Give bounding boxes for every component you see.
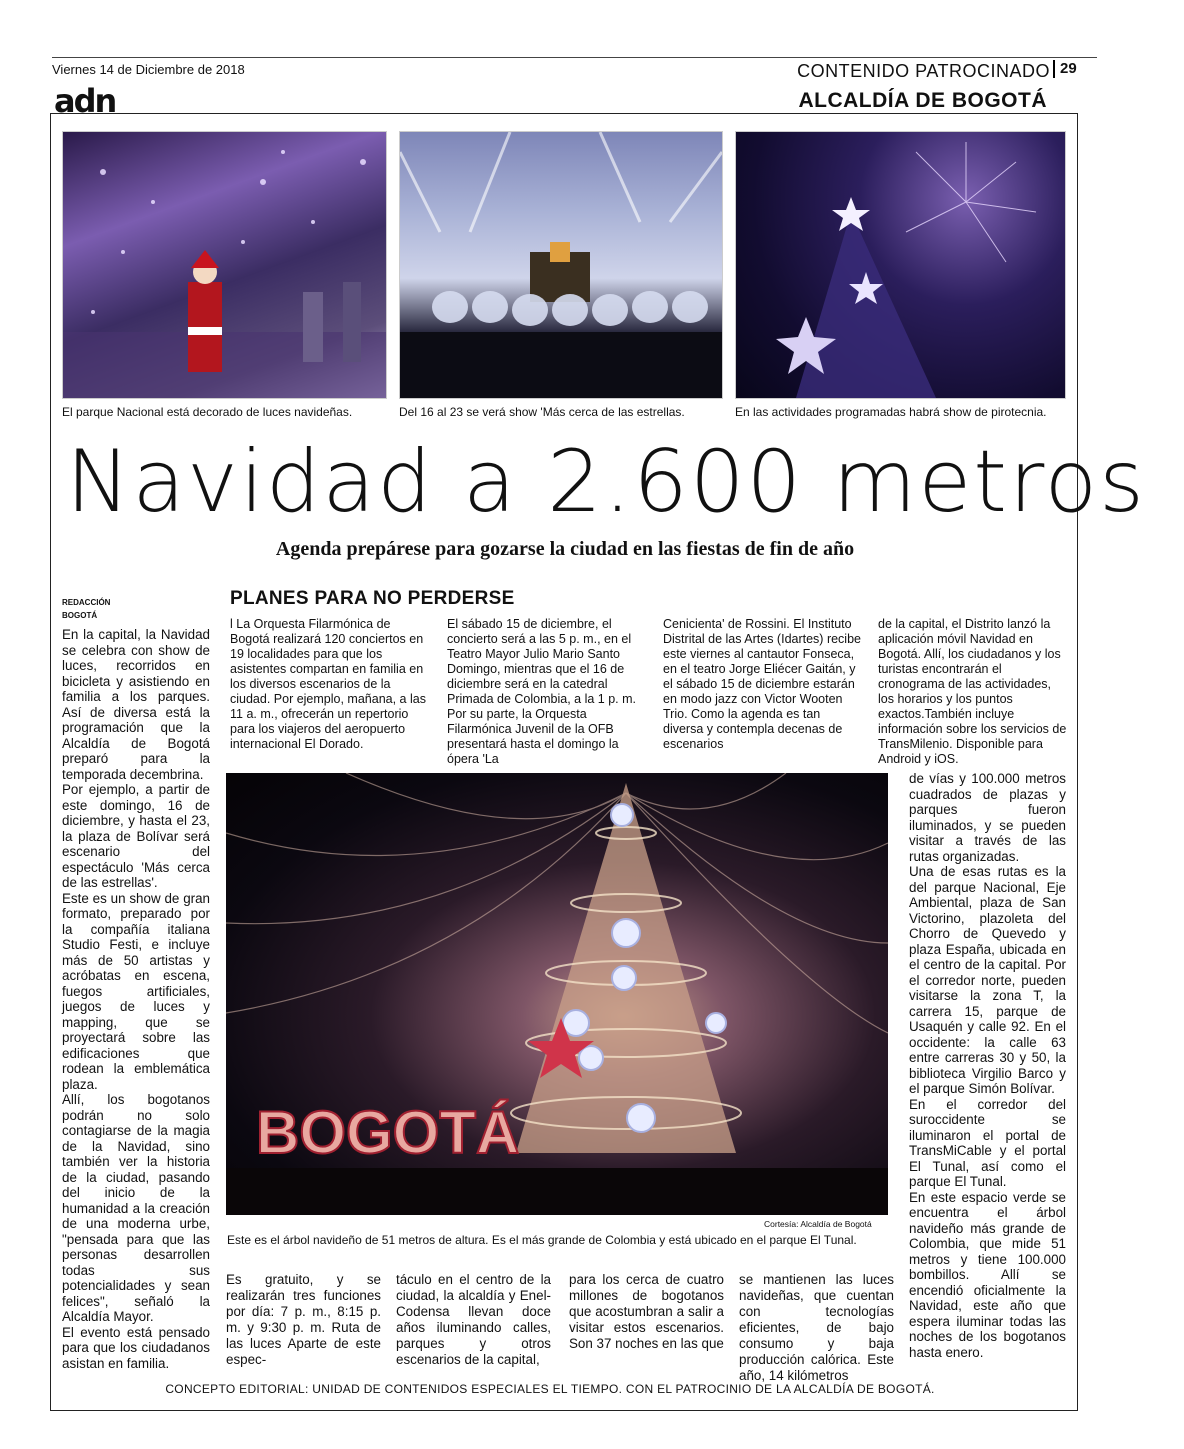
- bottom-column-1: Es gratuito, y se realizarán tres funciones por día: 7 p. m., 8:15 p. m. y 9:30 p. m. Ruta de las luces Aparte de este espec-: [226, 1272, 381, 1367]
- santa-scene-illustration: [63, 132, 386, 398]
- byline-author: REDACCIÓN: [62, 598, 111, 607]
- byline-location: BOGOTÁ: [62, 611, 98, 620]
- bottom-column-3: para los cerca de cuatro millones de bogotanos que acostumbran a salir a visitar estos escenarios. Son 37 noches en las que: [569, 1272, 724, 1351]
- planes-column-4: de la capital, el Distrito lanzó la aplicación móvil Navidad en Bogotá. Allí, los ciudadanos y los turistas encontrarán el cronograma de las actividades, los horarios y los puntos exactos.También incluye información sobre los servicios de TransMilenio. Disponible para Android y iOS.: [878, 617, 1067, 766]
- photo-caption-1: El parque Nacional está decorado de luces navideñas.: [62, 405, 353, 419]
- bottom-column-2: táculo en el centro de la ciudad, la alcaldía y Enel-Codensa llevan doce años iluminando calles, parques y otros escenarios de la capital,: [396, 1272, 551, 1367]
- light-show-illustration: [400, 132, 722, 398]
- bottom-column-4: se mantienen las luces navideñas, que cuentan con tecnologías eficientes, de bajo consumo y baja producción calórica. Este año, 14 kilómetros: [739, 1272, 894, 1383]
- paragraph: En la capital, la Navidad se celebra con show de luces, recorridos en bicicleta y asistiendo en familia a los parques. Así de diversa está la programación que la Alcaldía de Bogotá preparó para la temporada decembrina.: [62, 627, 210, 782]
- photo-parque-nacional: [62, 131, 387, 399]
- main-photo-caption: Este es el árbol navideño de 51 metros de altura. Es el más grande de Colombia y está ubicado en el parque El Tunal.: [227, 1233, 857, 1247]
- issue-date: Viernes 14 de Diciembre de 2018: [52, 62, 245, 77]
- planes-column-3: Cenicienta' de Rossini. El Instituto Distrital de las Artes (Idartes) recibe este viernes al cantautor Fonseca, en el teatro Jorge Eliécer Gaitán, y el sábado 15 de diciembre estarán en modo jazz con Victor Wooten Trio. Como la agenda es tan diversa y contempla decenas de escenarios: [663, 617, 861, 751]
- paragraph: Por ejemplo, a partir de este domingo, 16 de diciembre, y hasta el 23, la plaza de Bolívar será escenario del espectáculo 'Más cerca de las estrellas'.: [62, 782, 210, 890]
- paragraph: En el corredor del suroccidente se iluminaron el portal de TransMiCable y el portal El Tunal, así como el parque El Tunal.: [909, 1096, 1066, 1189]
- headline: Navidad a 2.600 metros: [66, 432, 1146, 532]
- byline: [62, 596, 110, 622]
- photo-show-estrellas: [399, 131, 723, 399]
- photo-arbol-tunal: [226, 773, 888, 1215]
- photo-caption-2: Del 16 al 23 se verá show 'Más cerca de las estrellas.: [399, 405, 685, 419]
- bogota-light-sign: BOGOTÁ: [256, 1099, 520, 1166]
- christmas-tree-illustration: [226, 773, 888, 1215]
- page-number: 29: [1060, 60, 1077, 77]
- fireworks-tree-illustration: [736, 132, 1065, 398]
- paragraph: En este espacio verde se encuentra el árbol navideño más grande de Colombia, que mide 51 metros y tiene 100.000 bombillos. Allí se encendió oficialmente la Navidad, este año que espera iluminar todas las noches de los bogotanos hasta enero.: [909, 1189, 1066, 1360]
- header-rule: [52, 57, 1097, 58]
- photo-caption-3: En las actividades programadas habrá show de pirotecnia.: [735, 405, 1047, 419]
- photo-credit: Cortesía: Alcaldía de Bogotá: [764, 1219, 872, 1229]
- left-column: [62, 627, 210, 1371]
- paragraph: El evento está pensado para que los ciudadanos asistan en familia.: [62, 1324, 210, 1371]
- paragraph: Este es un show de gran formato, preparado por la compañía italiana Studio Festi, e incluye más de 50 artistas y acróbatas en escena, fuegos artificiales, juegos de luces y mapping, que se proyectará sobre las edificaciones que rodean la emblemática plaza.: [62, 890, 210, 1092]
- right-column: [909, 771, 1066, 1360]
- page-number-divider: [1053, 60, 1055, 78]
- section-title: ALCALDÍA DE BOGOTÁ: [798, 89, 1047, 112]
- newspaper-logo: adn: [54, 82, 116, 120]
- subheadline: Agenda prepárese para gozarse la ciudad en las fiestas de fin de año: [275, 538, 855, 560]
- paragraph: Allí, los bogotanos podrán no solo contagiarse de la magia de la Navidad, sino también ver la historia de la ciudad, pasando del inicio de la humanidad a la creación de una moderna urbe, "pensada para que las personas desarrollen todas sus potencialidades y sean felices", señaló la Alcaldía Mayor.: [62, 1092, 210, 1324]
- planes-heading: PLANES PARA NO PERDERSE: [230, 588, 515, 609]
- paragraph: de vías y 100.000 metros cuadrados de plazas y parques fueron iluminados, y se pueden visitar a través de las rutas organizadas.: [909, 771, 1066, 864]
- planes-column-1: l La Orquesta Filarmónica de Bogotá realizará 120 conciertos en 19 localidades para que los asistentes compartan en familia en los diversos escenarios de la ciudad. Por ejemplo, mañana, a las 11 a. m., ofrecerán un repertorio para los viajeros del aeropuerto internacional El Dorado.: [230, 617, 426, 751]
- sponsored-label: CONTENIDO PATROCINADO: [797, 61, 1050, 81]
- editorial-footer: CONCEPTO EDITORIAL: UNIDAD DE CONTENIDOS ESPECIALES EL TIEMPO. CON EL PATROCINIO DE LA ALCALDÍA DE BOGOTÁ.: [165, 1382, 935, 1396]
- paragraph: Una de esas rutas es la del parque Nacional, Eje Ambiental, plaza de San Victorino, plazoleta del Chorro de Quevedo y plaza España, ubicada en el centro de la capital. Por el corredor norte, pueden visitarse la zona T, la carrera 15, parque de Usaquén y calle 92. En el occidente: la calle 63 entre carreras 30 y 50, la biblioteca Virgilio Barco y el parque Simón Bolívar.: [909, 864, 1066, 1096]
- photo-pirotecnia: [735, 131, 1066, 399]
- planes-column-2: El sábado 15 de diciembre, el concierto será a las 5 p. m., en el Teatro Mayor Julio Mario Santo Domingo, mientras que el 16 de diciembre será en la catedral Primada de Colombia, a la 1 p. m. Por su parte, la Orquesta Filarmónica Juvenil de la OFB presentará hasta el domingo la ópera 'La: [447, 617, 636, 766]
